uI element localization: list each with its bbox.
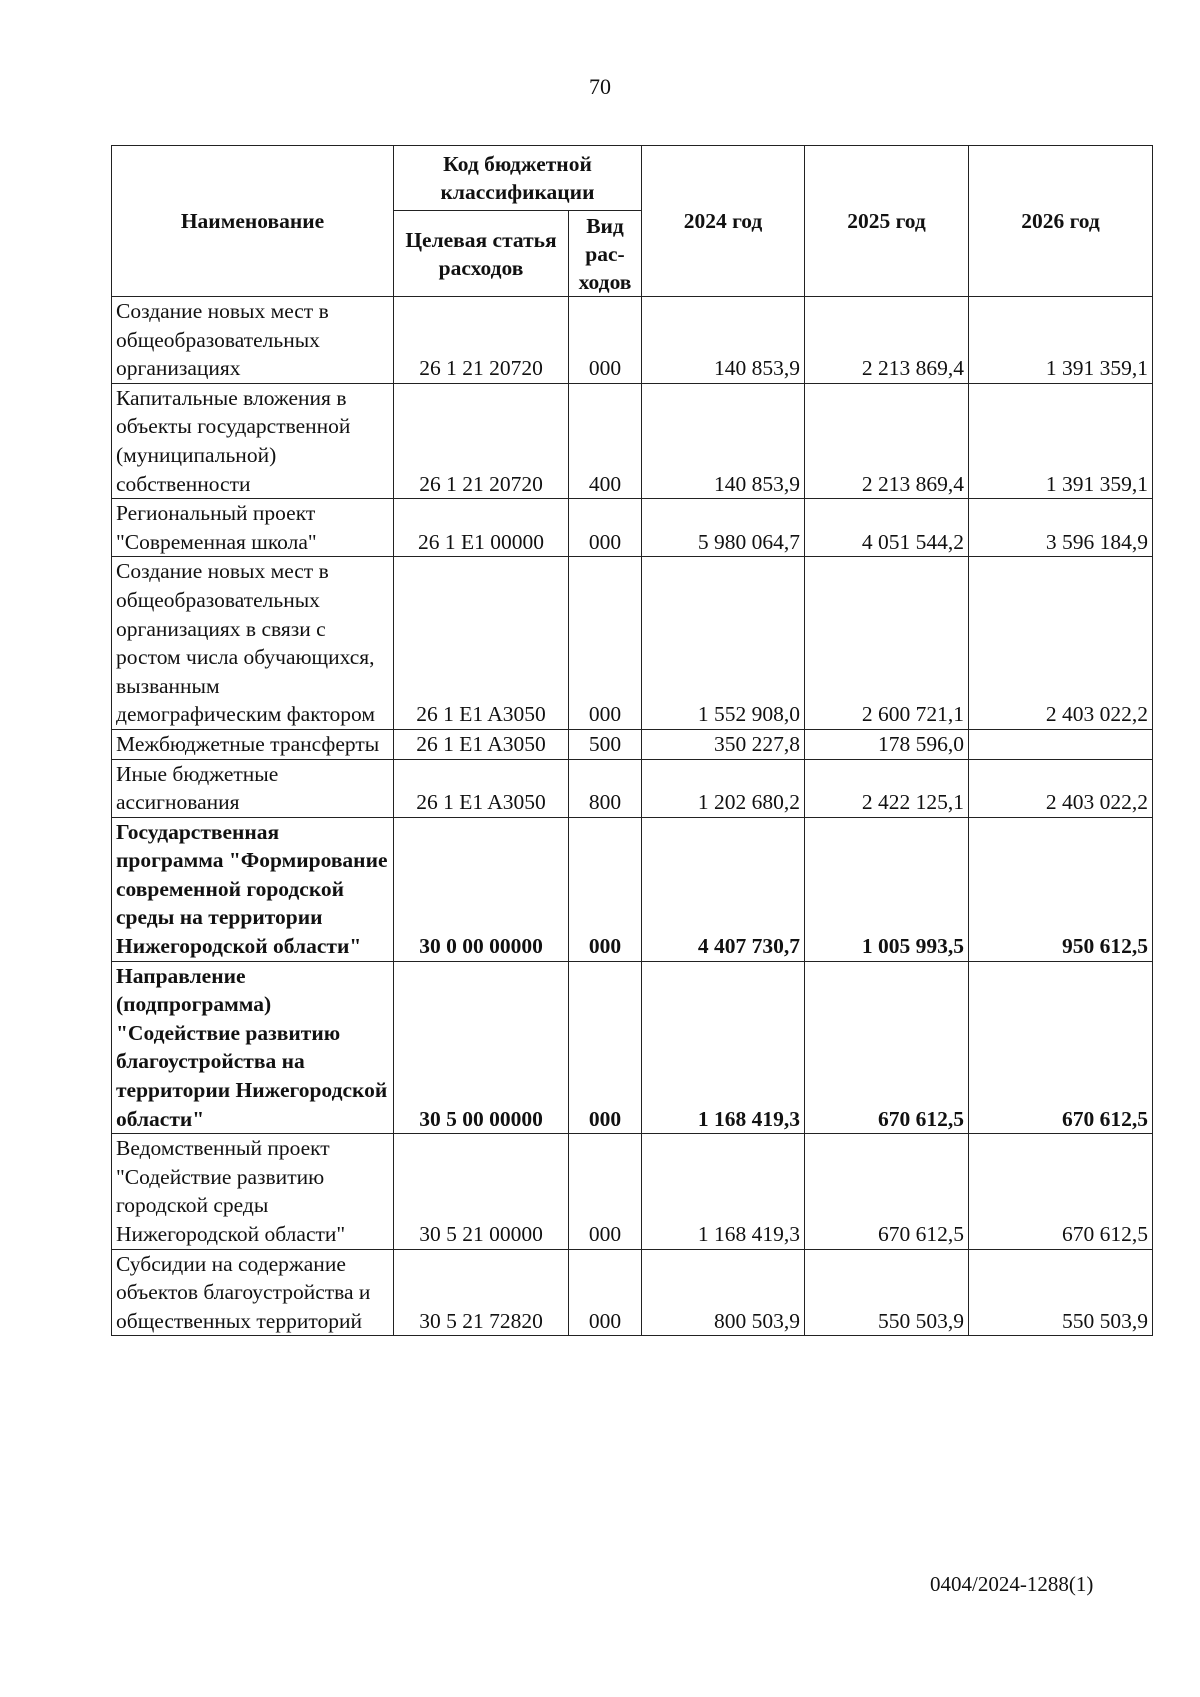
row-value-2026: 3 596 184,9 (969, 499, 1153, 557)
row-name: Ведомственный проект "Содействие развитию городской среды Нижегородской области" (112, 1134, 394, 1249)
table-body (112, 297, 1153, 1336)
row-expense-type: 000 (569, 961, 642, 1134)
row-expense-type: 000 (569, 1134, 642, 1249)
row-value-2025: 1 005 993,5 (805, 817, 969, 961)
header-name: Наименование (112, 146, 394, 297)
row-name: Региональный проект "Современная школа" (112, 499, 394, 557)
row-expense-type: 800 (569, 759, 642, 817)
row-value-2026: 670 612,5 (969, 1134, 1153, 1249)
row-expense-type: 000 (569, 557, 642, 730)
row-value-2025: 178 596,0 (805, 729, 969, 759)
row-expense-type: 500 (569, 729, 642, 759)
document-code: 0404/2024-1288(1) (930, 1572, 1094, 1596)
row-target-article: 30 5 00 00000 (394, 961, 569, 1134)
row-name: Иные бюджетные ассигнования (112, 759, 394, 817)
row-value-2025: 670 612,5 (805, 961, 969, 1134)
table-row (112, 557, 1153, 730)
row-name: Межбюджетные трансферты (112, 729, 394, 759)
row-name: Направление (подпрограмма) "Содействие развитию благоустройства на территории Нижегородской области" (112, 961, 394, 1134)
row-target-article: 26 1 E1 A3050 (394, 557, 569, 730)
row-target-article: 30 5 21 72820 (394, 1249, 569, 1336)
row-name: Капитальные вложения в объекты государственной (муниципальной) собственности (112, 383, 394, 498)
row-expense-type: 000 (569, 817, 642, 961)
table-row (112, 383, 1153, 498)
row-target-article: 26 1 21 20720 (394, 297, 569, 384)
row-value-2026: 1 391 359,1 (969, 383, 1153, 498)
row-expense-type: 000 (569, 297, 642, 384)
header-2024: 2024 год (642, 146, 805, 297)
header-2025: 2025 год (805, 146, 969, 297)
row-value-2026: 670 612,5 (969, 961, 1153, 1134)
row-target-article: 26 1 E1 A3050 (394, 729, 569, 759)
row-value-2024: 4 407 730,7 (642, 817, 805, 961)
row-expense-type: 000 (569, 1249, 642, 1336)
row-value-2024: 1 552 908,0 (642, 557, 805, 730)
row-name: Создание новых мест в общеобразовательных организациях в связи с ростом числа обучающихся, вызванным демографическим фактором (112, 557, 394, 730)
row-value-2024: 1 168 419,3 (642, 961, 805, 1134)
row-target-article: 30 5 21 00000 (394, 1134, 569, 1249)
row-value-2024: 5 980 064,7 (642, 499, 805, 557)
page-number: 70 (589, 74, 611, 99)
row-value-2026: 1 391 359,1 (969, 297, 1153, 384)
budget-table (111, 145, 1153, 1336)
row-value-2025: 2 600 721,1 (805, 557, 969, 730)
table-row (112, 1134, 1153, 1249)
row-value-2026: 2 403 022,2 (969, 759, 1153, 817)
table-row (112, 499, 1153, 557)
row-value-2025: 670 612,5 (805, 1134, 969, 1249)
header-expense-type: Вид рас-ходов (569, 211, 642, 297)
table-row (112, 961, 1153, 1134)
header-target-article: Целевая статья расходов (394, 211, 569, 297)
table-row (112, 729, 1153, 759)
table-row (112, 297, 1153, 384)
row-expense-type: 400 (569, 383, 642, 498)
table-header (112, 146, 1153, 297)
row-name: Субсидии на содержание объектов благоустройства и общественных территорий (112, 1249, 394, 1336)
row-value-2026: 950 612,5 (969, 817, 1153, 961)
row-value-2024: 140 853,9 (642, 383, 805, 498)
row-expense-type: 000 (569, 499, 642, 557)
row-value-2025: 4 051 544,2 (805, 499, 969, 557)
row-name: Создание новых мест в общеобразовательных организациях (112, 297, 394, 384)
table-row (112, 759, 1153, 817)
row-value-2025: 2 422 125,1 (805, 759, 969, 817)
row-value-2026: 550 503,9 (969, 1249, 1153, 1336)
row-value-2026: 2 403 022,2 (969, 557, 1153, 730)
row-value-2024: 140 853,9 (642, 297, 805, 384)
table-row (112, 817, 1153, 961)
row-value-2026 (969, 729, 1153, 759)
row-value-2025: 2 213 869,4 (805, 383, 969, 498)
row-value-2024: 350 227,8 (642, 729, 805, 759)
row-target-article: 26 1 21 20720 (394, 383, 569, 498)
row-value-2025: 550 503,9 (805, 1249, 969, 1336)
row-target-article: 26 1 E1 A3050 (394, 759, 569, 817)
row-target-article: 30 0 00 00000 (394, 817, 569, 961)
header-2026: 2026 год (969, 146, 1153, 297)
row-name: Государственная программа "Формирование современной городской среды на территории Нижегородской области" (112, 817, 394, 961)
table-row (112, 1249, 1153, 1336)
header-kbk: Код бюджетной классификации (394, 146, 642, 211)
row-value-2024: 1 202 680,2 (642, 759, 805, 817)
row-value-2024: 800 503,9 (642, 1249, 805, 1336)
row-value-2024: 1 168 419,3 (642, 1134, 805, 1249)
row-target-article: 26 1 E1 00000 (394, 499, 569, 557)
row-value-2025: 2 213 869,4 (805, 297, 969, 384)
